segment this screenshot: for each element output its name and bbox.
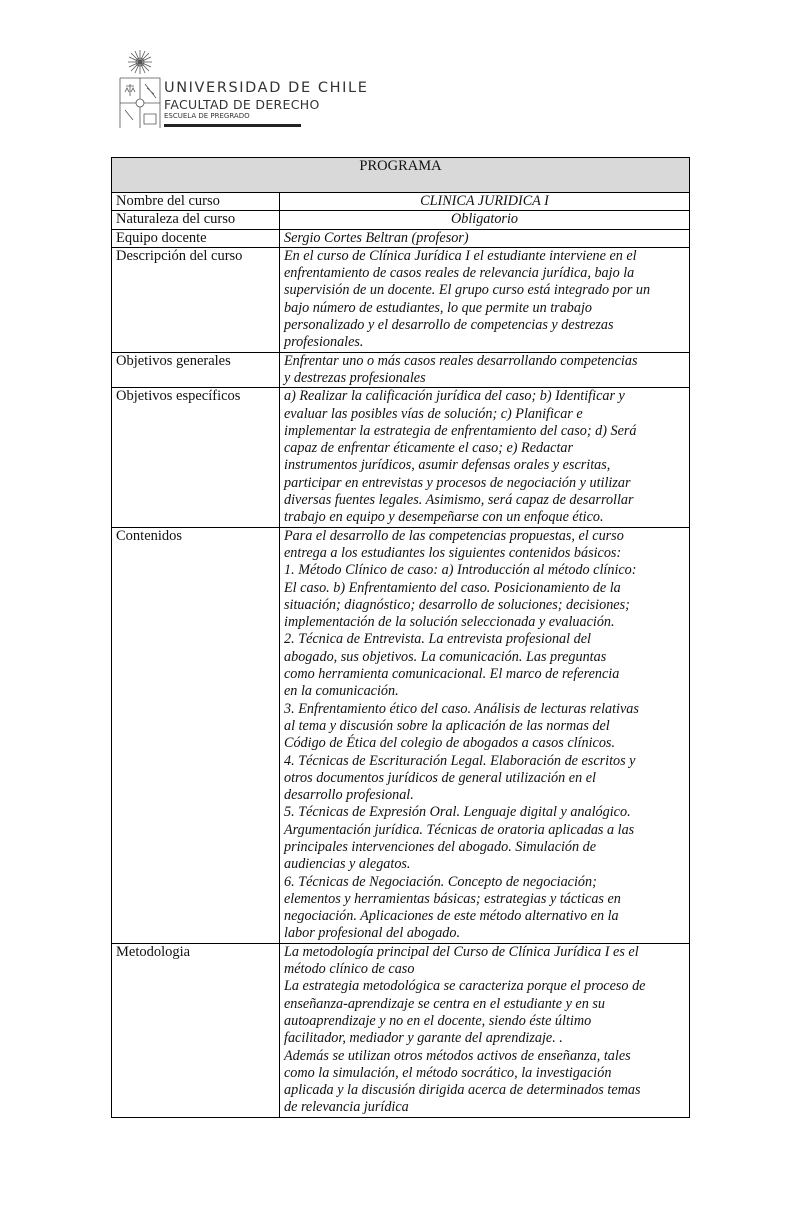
- value-line: participar en entrevistas y procesos de negociación y utilizar: [284, 474, 631, 491]
- row-value: [280, 527, 690, 943]
- value-line: abogado, sus objetivos. La comunicación. Las preguntas: [284, 648, 607, 665]
- table-row: [112, 211, 690, 229]
- value-line: bajo número de estudiantes, lo que permite un trabajo: [284, 299, 593, 316]
- value-line: 1. Método Clínico de caso: a) Introducción al método clínico:: [284, 562, 637, 579]
- value-line: evaluar las posibles vías de solución; c) Planificar e: [284, 405, 583, 422]
- value-line: 4. Técnicas de Escrituración Legal. Elaboración de escritos y: [284, 752, 636, 769]
- row-label: Objetivos generales: [112, 352, 280, 388]
- table-row: [112, 229, 690, 247]
- value-line: en la comunicación.: [284, 683, 399, 700]
- value-line: audiencias y alegatos.: [284, 856, 411, 873]
- row-label: Nombre del curso: [112, 193, 280, 211]
- table-row: [112, 247, 690, 352]
- value-line: Para el desarrollo de las competencias propuestas, el curso: [284, 527, 624, 544]
- value-line: 5. Técnicas de Expresión Oral. Lenguaje digital y analógico.: [284, 804, 631, 821]
- value-line: trabajo en equipo y desempeñarse con un enfoque ético.: [284, 509, 604, 526]
- program-table: [111, 157, 690, 1118]
- row-label: Objetivos específicos: [112, 388, 280, 527]
- value-line: aplicada y la discusión dirigida acerca de determinados temas: [284, 1082, 641, 1099]
- value-line: La metodología principal del Curso de Clínica Jurídica I es el: [284, 943, 639, 960]
- value-line: Obligatorio: [450, 211, 518, 228]
- row-value: [280, 943, 690, 1117]
- header-divider: [164, 124, 301, 127]
- value-line: 6. Técnicas de Negociación. Concepto de negociación;: [284, 873, 597, 890]
- value-line: labor profesional del abogado.: [284, 925, 461, 942]
- program-title: PROGRAMA: [112, 158, 690, 193]
- value-line: elementos y herramientas básicas; estrategias y tácticas en: [284, 890, 621, 907]
- row-label: Descripción del curso: [112, 247, 280, 352]
- value-line: enfrentamiento de casos reales de relevancia jurídica, bajo la: [284, 265, 635, 282]
- row-value: [280, 193, 690, 211]
- table-row: [112, 388, 690, 527]
- university-crest-logo: [118, 48, 163, 130]
- value-line: 3. Enfrentamiento ético del caso. Análisis de lecturas relativas: [284, 700, 639, 717]
- school-name: ESCUELA DE PREGRADO: [164, 112, 250, 120]
- row-value: [280, 352, 690, 388]
- value-line: como herramienta comunicacional. El marco de referencia: [284, 666, 620, 683]
- table-row: [112, 527, 690, 943]
- value-line: diversas fuentes legales. Asimismo, será capaz de desarrollar: [284, 492, 634, 509]
- university-name: UNIVERSIDAD DE CHILE: [164, 80, 369, 96]
- value-line: El caso. b) Enfrentamiento del caso. Posicionamiento de la: [284, 579, 621, 596]
- value-line: desarrollo profesional.: [284, 787, 414, 804]
- value-line: negociación. Aplicaciones de este método alternativo en la: [284, 908, 619, 925]
- row-value: [280, 247, 690, 352]
- value-line: 2. Técnica de Entrevista. La entrevista profesional del: [284, 631, 591, 648]
- value-line: autoaprendizaje y no en el docente, siendo éste último: [284, 1012, 592, 1029]
- value-line: Sergio Cortes Beltran (profesor): [284, 229, 469, 246]
- value-line: otros documentos jurídicos de general utilización en el: [284, 769, 596, 786]
- value-line: implementar la estrategia de enfrentamiento del caso; d) Será: [284, 422, 637, 439]
- value-line: Enfrentar uno o más casos reales desarrollando competencias: [284, 352, 638, 369]
- value-line: facilitador, mediador y garante del aprendizaje. .: [284, 1030, 563, 1047]
- value-line: La estrategia metodológica se caracteriza porque el proceso de: [284, 978, 646, 995]
- table-row: [112, 352, 690, 388]
- value-line: y destrezas profesionales: [284, 369, 426, 386]
- value-line: personalizado y el desarrollo de competencias y destrezas: [284, 317, 614, 334]
- row-label: Contenidos: [112, 527, 280, 943]
- value-line: de relevancia jurídica: [284, 1099, 409, 1116]
- value-line: instrumentos jurídicos, asumir defensas orales y escritas,: [284, 457, 611, 474]
- value-line: método clínico de caso: [284, 961, 415, 978]
- row-label: Naturaleza del curso: [112, 211, 280, 229]
- faculty-name: FACULTAD DE DERECHO: [164, 97, 320, 112]
- value-line: Código de Ética del colegio de abogados a casos clínicos.: [284, 735, 615, 752]
- value-line: implementación de la solución seleccionada y evaluación.: [284, 614, 615, 631]
- value-line: al tema y discusión sobre la aplicación de las normas del: [284, 717, 610, 734]
- value-line: principales intervenciones del abogado. Simulación de: [284, 838, 597, 855]
- value-line: Argumentación jurídica. Técnicas de oratoria aplicadas a las: [284, 821, 635, 838]
- value-line: enseñanza-aprendizaje se centra en el estudiante y en su: [284, 995, 605, 1012]
- table-row: [112, 193, 690, 211]
- value-line: capaz de enfrentar éticamente el caso; e) Redactar: [284, 440, 574, 457]
- value-line: profesionales.: [284, 334, 364, 351]
- value-line: a) Realizar la calificación jurídica del caso; b) Identificar y: [284, 388, 625, 405]
- value-line: En el curso de Clínica Jurídica I el estudiante interviene en el: [284, 247, 637, 264]
- table-row: [112, 943, 690, 1117]
- row-value: [280, 211, 690, 229]
- value-line: CLINICA JURIDICA I: [420, 193, 549, 209]
- value-line: Además se utilizan otros métodos activos de enseñanza, tales: [284, 1047, 631, 1064]
- row-value: [280, 388, 690, 527]
- value-line: como la simulación, el método socrático, la investigación: [284, 1064, 612, 1081]
- row-value: [280, 229, 690, 247]
- row-label: Metodologia: [112, 943, 280, 1117]
- value-line: supervisión de un docente. El grupo curso está integrado por un: [284, 282, 651, 299]
- row-label: Equipo docente: [112, 229, 280, 247]
- value-line: entrega a los estudiantes los siguientes contenidos básicos:: [284, 544, 622, 561]
- value-line: situación; diagnóstico; desarrollo de soluciones; decisiones;: [284, 596, 630, 613]
